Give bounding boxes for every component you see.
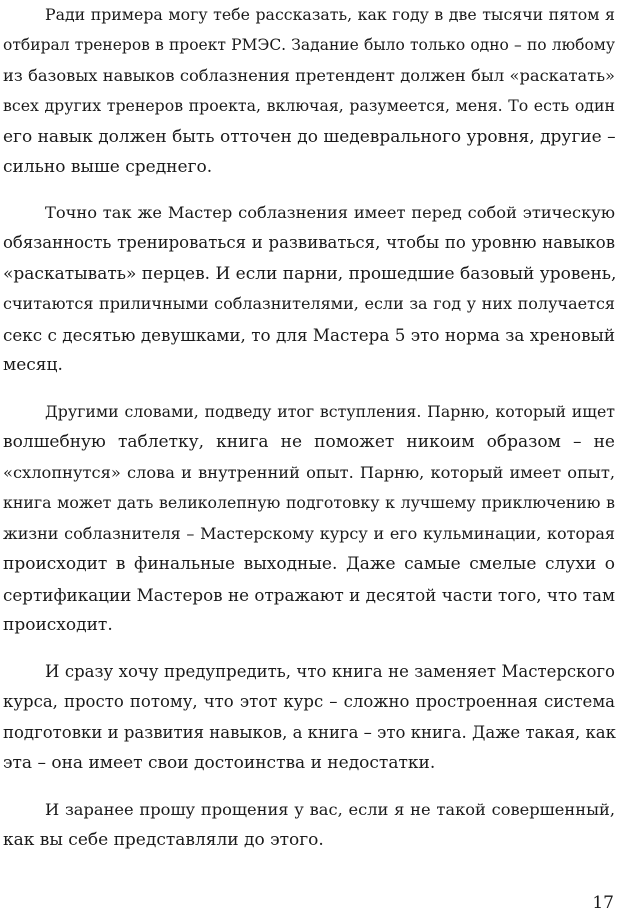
text-line: его навык должен быть отточен до шедеврального уровня, другие – [3, 127, 616, 147]
text-line: «раскатывать» перцев. И если парни, прошедшие базовый уровень, [3, 264, 617, 284]
text-line: книга может дать великолепную подготовку к лучшему приключению в [3, 493, 615, 512]
text-line: жизни соблазнителя – Мастерскому курсу и его кульминации, которая [3, 524, 615, 543]
text-line: волшебную таблетку, книга не поможет никоим образом – не [3, 432, 615, 452]
text-line: сертификации Мастеров не отражают и десятой части того, что там [3, 585, 615, 605]
text-line: Ради примера могу тебе рассказать, как году в две тысячи пятом я [45, 5, 615, 24]
page-number: 17 [592, 893, 614, 913]
text-line: И заранее прошу прощения у вас, если я не такой совершенный, [45, 800, 615, 819]
text-line: происходит в финальные выходные. Даже самые смелые слухи о [3, 554, 615, 574]
text-line: всех других тренеров проекта, включая, разумеется, меня. То есть один [3, 96, 615, 115]
text-line: Другими словами, подведу итог вступления. Парню, который ищет [45, 402, 615, 421]
text-line: происходит. [3, 615, 113, 635]
text-line: отбирал тренеров в проект РМЭС. Задание было только одно – по любому [3, 36, 615, 54]
text-line: эта – она имеет свои достоинства и недостатки. [3, 753, 436, 773]
text-line: курса, просто потому, что этот курс – сложно простроенная система [3, 692, 615, 711]
text-line: как вы себе представляли до этого. [3, 830, 324, 850]
text-line: считаются приличными соблазнителями, если за год у них получается [3, 294, 615, 313]
text-line: секс с десятью девушками, то для Мастера 5 это норма за хреновый [3, 325, 615, 345]
text-line: подготовки и развития навыков, а книга – это книга. Даже такая, как [3, 723, 616, 742]
text-line: месяц. [3, 355, 63, 375]
text-line: Точно так же Мастер соблазнения имеет перед собой этическую [45, 203, 615, 222]
text-line: из базовых навыков соблазнения претендент должен был «раскатать» [3, 66, 615, 85]
text-line: сильно выше среднего. [3, 157, 213, 177]
text-line: «схлопнутся» слова и внутренний опыт. Парню, который имеет опыт, [3, 463, 615, 482]
text-line: обязанность тренироваться и развиваться, чтобы по уровню навыков [3, 233, 615, 252]
text-line: И сразу хочу предупредить, что книга не заменяет Мастерского [45, 662, 615, 681]
